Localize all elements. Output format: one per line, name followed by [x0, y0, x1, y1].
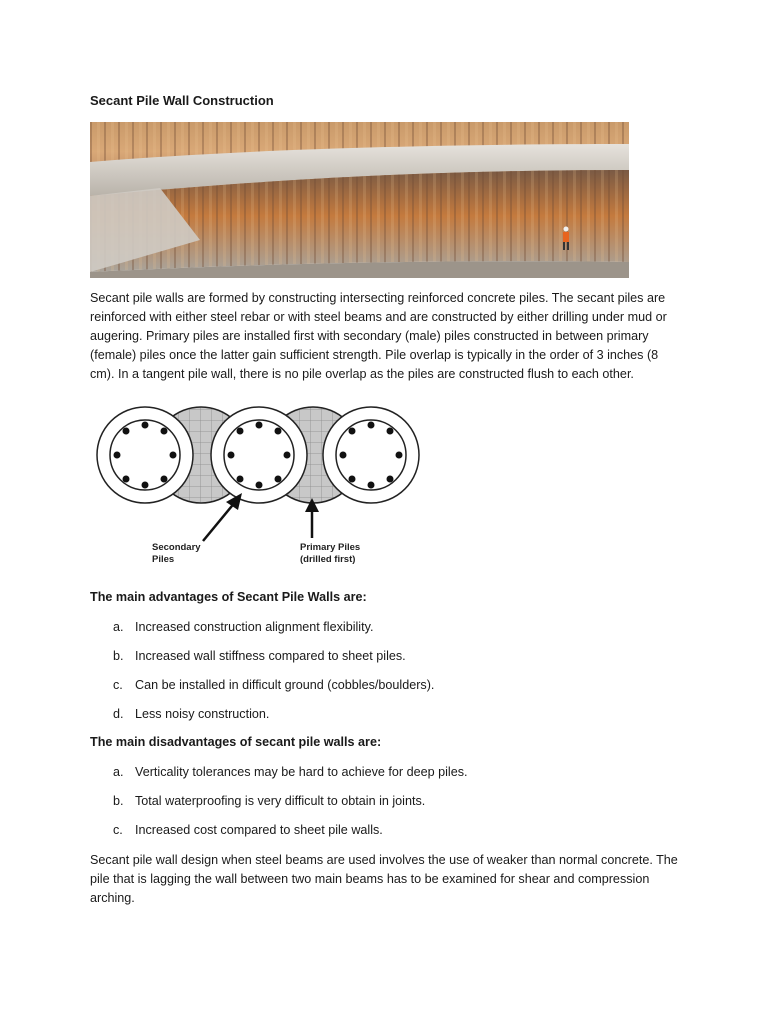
advantages-heading: The main advantages of Secant Pile Walls are:	[90, 590, 367, 604]
disadvantage-item	[113, 822, 383, 838]
list-text: Can be installed in difficult ground (cobbles/boulders).	[135, 678, 435, 692]
secondary-pile-2	[211, 407, 307, 503]
list-text: Increased cost compared to sheet pile walls.	[135, 823, 383, 837]
list-marker: c.	[113, 678, 123, 692]
advantage-item	[113, 706, 269, 722]
list-marker: a.	[113, 620, 124, 634]
advantage-item	[113, 619, 373, 635]
list-text: Increased construction alignment flexibility.	[135, 620, 374, 634]
secant-pile-diagram	[90, 398, 430, 573]
list-text: Total waterproofing is very difficult to obtain in joints.	[135, 794, 426, 808]
list-marker: a.	[113, 765, 124, 779]
list-text: Increased wall stiffness compared to sheet piles.	[135, 649, 406, 663]
disadvantages-heading: The main disadvantages of secant pile walls are:	[90, 735, 382, 749]
advantage-item	[113, 648, 406, 664]
secant-pile-wall-photo	[90, 122, 629, 278]
list-marker: c.	[113, 823, 123, 837]
label-secondary-line1: Secondary	[152, 542, 201, 553]
list-marker: b.	[113, 794, 124, 808]
label-primary-line1: Primary Piles	[300, 542, 361, 553]
disadvantage-item	[113, 764, 468, 780]
secondary-pile-3	[323, 407, 419, 503]
list-marker: d.	[113, 707, 124, 721]
label-primary-line2: (drilled first)	[300, 554, 356, 565]
document-title: Secant Pile Wall Construction	[90, 93, 274, 108]
closing-paragraph: Secant pile wall design when steel beams are used involves the use of weaker than normal concrete. The pile that is lagging the wall between two main beams has to be examined for shear and compression arching.	[90, 853, 678, 905]
list-marker: b.	[113, 649, 124, 663]
disadvantage-item	[113, 793, 425, 809]
label-secondary-line2: Piles	[152, 554, 175, 565]
list-text: Less noisy construction.	[135, 707, 270, 721]
primary-arrow	[305, 498, 319, 538]
advantage-item	[113, 677, 434, 693]
list-text: Verticality tolerances may be hard to achieve for deep piles.	[135, 765, 468, 779]
secondary-pile-1	[97, 407, 193, 503]
intro-paragraph: Secant pile walls are formed by constructing intersecting reinforced concrete piles. The secant piles are reinforced with either steel rebar or with steel beams and are constructed by either drilling under mud or augering. Primary piles are installed first with secondary (male) piles constructed in between primary (female) piles once the latter gain sufficient strength. Pile overlap is typically in the order of 3 inches (8 cm). In a tangent pile wall, there is no pile overlap as the piles are constructed flush to each other.	[90, 291, 667, 381]
